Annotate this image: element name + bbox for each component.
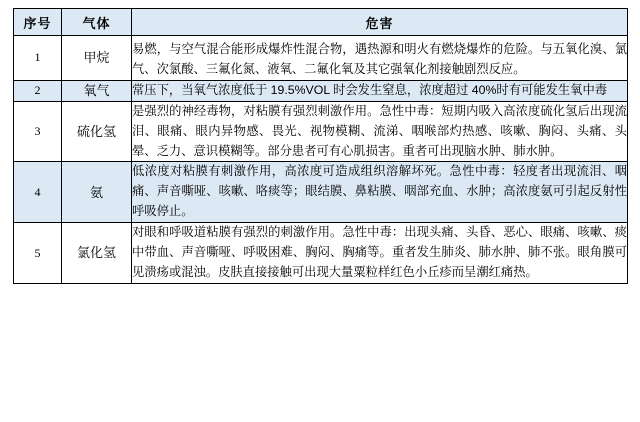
table-header — [14, 9, 628, 36]
table-row — [14, 101, 628, 162]
cell-harm: 常压下，当氧气浓度低于 19.5%VOL 时会发生窒息，浓度超过 40%时有可能发生氧中毒 — [132, 80, 628, 101]
cell-index: 5 — [14, 223, 62, 284]
cell-gas: 氧气 — [62, 80, 132, 101]
cell-index: 2 — [14, 80, 62, 101]
cell-harm: 是强烈的神经毒物，对粘膜有强烈刺激作用。急性中毒：短期内吸入高浓度硫化氢后出现流泪、眼痛、眼内异物感、畏光、视物模糊、流涕、咽喉部灼热感、咳嗽、胸闷、头痛、头晕、乏力、意识模糊等。部分患者可有心肌损害。重者可出现脑水肿、肺水肿。 — [132, 101, 628, 162]
cell-gas: 硫化氢 — [62, 101, 132, 162]
cell-gas: 氯化氢 — [62, 223, 132, 284]
cell-gas: 氨 — [62, 162, 132, 223]
table-body — [14, 36, 628, 284]
cell-index: 3 — [14, 101, 62, 162]
column-header-harm: 危害 — [132, 9, 628, 36]
cell-harm: 低浓度对粘膜有刺激作用，高浓度可造成组织溶解坏死。急性中毒：轻度者出现流泪、咽痛、声音嘶哑、咳嗽、咯痰等；眼结膜、鼻粘膜、咽部充血、水肿；高浓度氨可引起反射性呼吸停止。 — [132, 162, 628, 223]
table-row — [14, 80, 628, 101]
document-page — [0, 8, 640, 422]
cell-gas: 甲烷 — [62, 36, 132, 81]
table-row — [14, 223, 628, 284]
cell-harm: 易燃，与空气混合能形成爆炸性混合物，遇热源和明火有燃烧爆炸的危险。与五氧化溴、氯气、次氯酸、三氟化氮、液氧、二氟化氧及其它强氧化剂接触剧烈反应。 — [132, 36, 628, 81]
column-header-gas: 气体 — [62, 9, 132, 36]
cell-index: 4 — [14, 162, 62, 223]
gas-hazard-table — [13, 8, 628, 284]
table-row — [14, 162, 628, 223]
table-row — [14, 36, 628, 81]
cell-harm: 对眼和呼吸道粘膜有强烈的刺激作用。急性中毒：出现头痛、头昏、恶心、眼痛、咳嗽、痰中带血、声音嘶哑、呼吸困难、胸闷、胸痛等。重者发生肺炎、肺水肿、肺不张。眼角膜可见溃疡或混浊。皮肤直接接触可出现大量粟粒样红色小丘疹而呈潮红痛热。 — [132, 223, 628, 284]
column-header-index: 序号 — [14, 9, 62, 36]
table-header-row — [14, 9, 628, 36]
cell-index: 1 — [14, 36, 62, 81]
